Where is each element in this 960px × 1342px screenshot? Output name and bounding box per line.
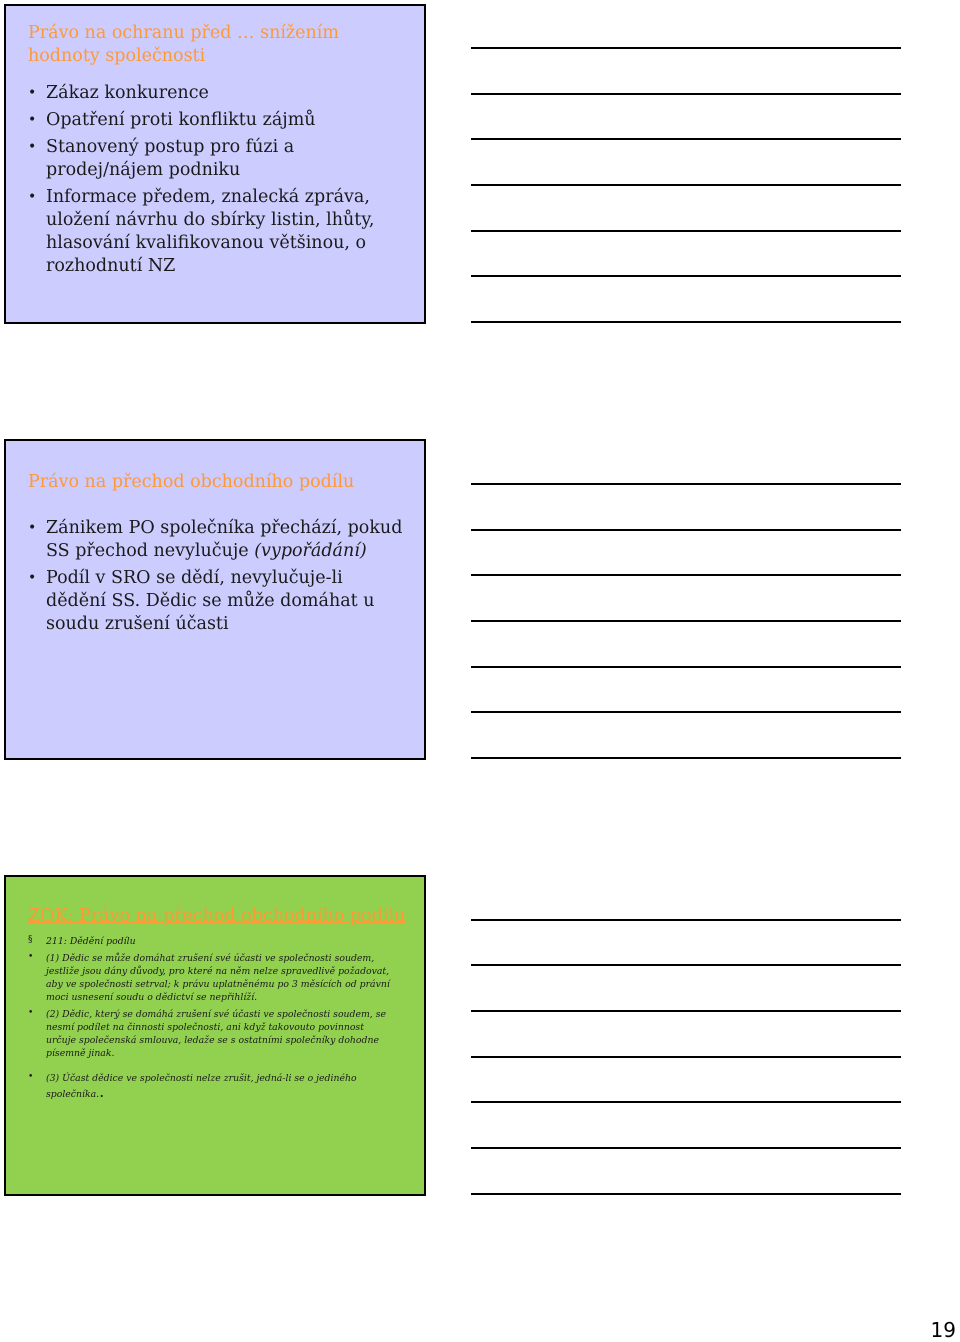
- bullet-icon: •: [28, 1008, 34, 1018]
- note-line: [471, 483, 901, 485]
- note-line: [471, 757, 901, 759]
- list-item-text: 211: Dědění podílu: [46, 936, 136, 947]
- note-line: [471, 138, 901, 140]
- slide-title: Právo na přechod obchodního podílu: [28, 472, 355, 492]
- bullet-list: [28, 517, 406, 640]
- bullet-icon: •: [28, 570, 37, 586]
- list-item-text: Zákaz konkurence: [46, 83, 209, 103]
- list-item-text: Opatření proti konfliktu zájmů: [46, 110, 316, 130]
- list-item: [28, 935, 394, 948]
- bullet-icon: •: [28, 189, 37, 205]
- note-line: [471, 1147, 901, 1149]
- slide-title: ZOK: Právo na přechod obchodního podílu: [28, 906, 406, 926]
- note-line: [471, 529, 901, 531]
- note-line: [471, 1101, 901, 1103]
- bullet-icon: •: [28, 952, 34, 962]
- law-text-list: [28, 935, 394, 1105]
- list-item: [28, 136, 406, 182]
- note-line: [471, 620, 901, 622]
- list-item: [28, 82, 406, 105]
- note-line: [471, 1010, 901, 1012]
- note-line: [471, 574, 901, 576]
- list-item-text: (2) Dědic, který se domáhá zrušení své účasti ve společnosti soudem, se nesmí podílet na činnosti společnosti, ani když takovouto povinnost určuje společenská smlouva, ledaže se s ostatními společníky dohodne písemně jinak.: [46, 1009, 386, 1059]
- list-item: [28, 186, 406, 278]
- bullet-icon: •: [28, 1072, 34, 1082]
- note-line: [471, 666, 901, 668]
- note-line: [471, 321, 901, 323]
- note-line: [471, 919, 901, 921]
- slide-3: [4, 875, 426, 1196]
- note-line: [471, 1056, 901, 1058]
- bullet-icon: •: [28, 520, 37, 536]
- list-item: [28, 952, 394, 1004]
- bullet-list: [28, 82, 406, 282]
- list-item: [28, 109, 406, 132]
- slide-title: Právo na ochranu před … snížením hodnoty společnosti: [28, 23, 339, 66]
- bullet-icon: •: [28, 112, 37, 128]
- note-line: [471, 47, 901, 49]
- note-line: [471, 230, 901, 232]
- list-item-text: (3) Účast dědice ve společnosti nelze zrušit, jedná-li se o jediného společníka.: [46, 1073, 357, 1100]
- list-item-text: Informace předem, znalecká zpráva, uložení návrhu do sbírky listin, lhůty, hlasování kvalifikovanou většinou, o rozhodnutí NZ: [46, 187, 375, 276]
- bullet-icon: •: [28, 139, 37, 155]
- note-line: [471, 711, 901, 713]
- note-line: [471, 184, 901, 186]
- list-item-italic-note: (vypořádání): [254, 541, 367, 561]
- slide-1: [4, 4, 426, 324]
- note-line: [471, 1193, 901, 1195]
- note-line: [471, 964, 901, 966]
- list-item: [28, 1008, 394, 1060]
- list-item: [28, 517, 406, 563]
- bullet-icon: •: [28, 85, 37, 101]
- note-line: [471, 275, 901, 277]
- list-item-text: (1) Dědic se může domáhat zrušení své účasti ve společnosti soudem, jestliže jsou dány důvody, pro které na něm nelze spravedlivě požadovat, aby ve společnosti setrval; k právu uplatněnému po 3 měsících od právní moci usnesení soudu o dědictví se nepřihlíží.: [46, 953, 390, 1003]
- section-sign-icon: §: [28, 935, 33, 945]
- list-item-text: Stanovený postup pro fúzi a prodej/nájem podniku: [46, 137, 295, 180]
- list-item: [28, 567, 406, 636]
- slide-2: [4, 439, 426, 760]
- list-item-text: Podíl v SRO se dědí, nevylučuje-li dědění SS. Dědic se může domáhat u soudu zrušení účasti: [46, 568, 375, 634]
- note-line: [471, 93, 901, 95]
- list-item: [28, 1072, 394, 1101]
- page-number: 19: [930, 1318, 956, 1342]
- list-item-text: Zánikem PO společníka přechází, pokud SS přechod nevylučuje: [46, 518, 403, 561]
- trailing-period: .: [99, 1082, 105, 1101]
